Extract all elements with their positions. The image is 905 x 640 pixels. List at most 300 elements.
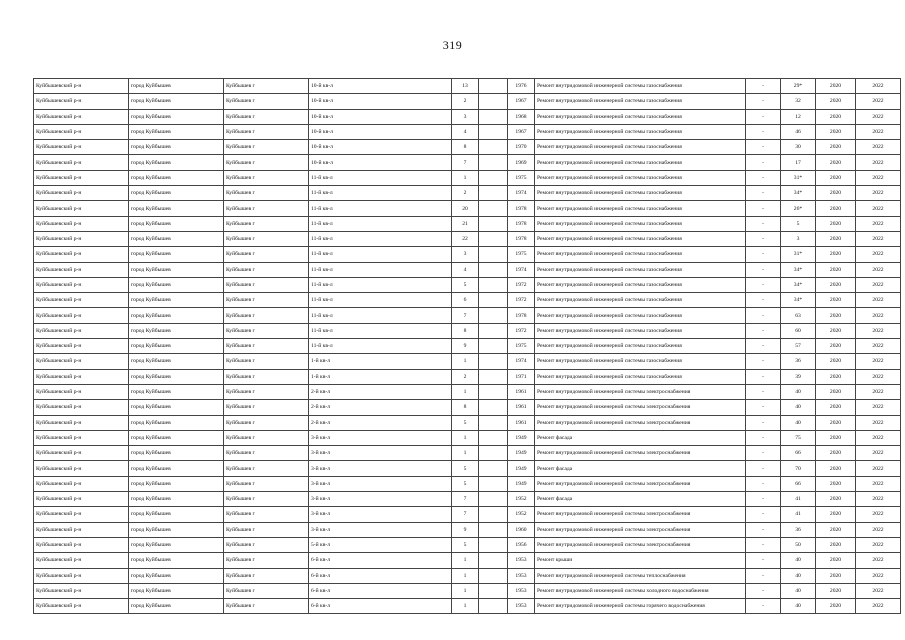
house-number-cell: 2 [452,94,479,109]
settlement-cell: город Куйбышев [129,155,224,170]
empty-cell [479,247,508,262]
build-year-cell: 1949 [508,446,535,461]
table-row [34,262,901,277]
settlement-cell: город Куйбышев [129,293,224,308]
district-cell: Куйбышевский р-н [34,461,129,476]
build-year-cell: 1949 [508,476,535,491]
wear-value-cell: 41 [781,507,816,522]
wear-value-cell: 26* [781,201,816,216]
town-cell: Куйбышев г [224,507,309,522]
settlement-cell: город Куйбышев [129,568,224,583]
district-cell: Куйбышевский р-н [34,231,129,246]
work-type-cell: Ремонт внутридомовой инженерной системы газоснабжения [535,216,746,231]
empty-cell [479,476,508,491]
district-cell: Куйбышевский р-н [34,599,129,614]
house-number-cell: 5 [452,537,479,552]
table-row [34,553,901,568]
empty-cell [479,553,508,568]
district-cell: Куйбышевский р-н [34,186,129,201]
end-year-cell: 2022 [856,461,901,476]
settlement-cell: город Куйбышев [129,384,224,399]
build-year-cell: 1974 [508,262,535,277]
work-type-cell: Ремонт внутридомовой инженерной системы электроснабжения [535,537,746,552]
town-cell: Куйбышев г [224,94,309,109]
build-year-cell: 1974 [508,186,535,201]
build-year-cell: 1971 [508,369,535,384]
district-cell: Куйбышевский р-н [34,522,129,537]
dash-cell: - [746,476,781,491]
street-cell: 11-й кв-л [309,308,452,323]
settlement-cell: город Куйбышев [129,354,224,369]
wear-value-cell: 12 [781,109,816,124]
street-cell: 3-й кв-л [309,492,452,507]
dash-cell: - [746,537,781,552]
build-year-cell: 1961 [508,415,535,430]
town-cell: Куйбышев г [224,277,309,292]
town-cell: Куйбышев г [224,308,309,323]
start-year-cell: 2020 [816,369,856,384]
build-year-cell: 1953 [508,599,535,614]
dash-cell: - [746,553,781,568]
house-number-cell: 5 [452,415,479,430]
work-type-cell: Ремонт внутридомовой инженерной системы газоснабжения [535,79,746,94]
street-cell: 6-й кв-л [309,568,452,583]
town-cell: Куйбышев г [224,537,309,552]
town-cell: Куйбышев г [224,476,309,491]
house-number-cell: 9 [452,522,479,537]
house-number-cell: 8 [452,323,479,338]
table-row [34,430,901,445]
settlement-cell: город Куйбышев [129,599,224,614]
start-year-cell: 2020 [816,492,856,507]
wear-value-cell: 34* [781,186,816,201]
work-type-cell: Ремонт внутридомовой инженерной системы газоснабжения [535,277,746,292]
settlement-cell: город Куйбышев [129,94,224,109]
table-row [34,124,901,139]
house-number-cell: 20 [452,201,479,216]
street-cell: 3-й кв-л [309,430,452,445]
empty-cell [479,293,508,308]
settlement-cell: город Куйбышев [129,476,224,491]
table-body [34,79,901,614]
dash-cell: - [746,507,781,522]
street-cell: 1-й кв-л [309,369,452,384]
settlement-cell: город Куйбышев [129,277,224,292]
house-number-cell: 7 [452,155,479,170]
settlement-cell: город Куйбышев [129,339,224,354]
dash-cell: - [746,354,781,369]
build-year-cell: 1975 [508,339,535,354]
town-cell: Куйбышев г [224,186,309,201]
end-year-cell: 2022 [856,599,901,614]
street-cell: 10-й кв-л [309,124,452,139]
build-year-cell: 1978 [508,231,535,246]
table-row [34,492,901,507]
end-year-cell: 2022 [856,476,901,491]
settlement-cell: город Куйбышев [129,323,224,338]
end-year-cell: 2022 [856,568,901,583]
empty-cell [479,124,508,139]
settlement-cell: город Куйбышев [129,170,224,185]
end-year-cell: 2022 [856,507,901,522]
table-row [34,231,901,246]
work-type-cell: Ремонт внутридомовой инженерной системы газоснабжения [535,293,746,308]
table-row [34,155,901,170]
start-year-cell: 2020 [816,507,856,522]
district-cell: Куйбышевский р-н [34,568,129,583]
wear-value-cell: 40 [781,415,816,430]
town-cell: Куйбышев г [224,384,309,399]
wear-value-cell: 66 [781,476,816,491]
district-cell: Куйбышевский р-н [34,216,129,231]
settlement-cell: город Куйбышев [129,216,224,231]
start-year-cell: 2020 [816,186,856,201]
work-type-cell: Ремонт внутридомовой инженерной системы электроснабжения [535,446,746,461]
street-cell: 11-й кв-л [309,231,452,246]
start-year-cell: 2020 [816,384,856,399]
table-row [34,537,901,552]
wear-value-cell: 40 [781,568,816,583]
street-cell: 11-й кв-л [309,216,452,231]
table-row [34,415,901,430]
settlement-cell: город Куйбышев [129,430,224,445]
empty-cell [479,537,508,552]
table-row [34,247,901,262]
house-number-cell: 1 [452,170,479,185]
dash-cell: - [746,583,781,598]
work-type-cell: Ремонт внутридомовой инженерной системы газоснабжения [535,369,746,384]
build-year-cell: 1953 [508,583,535,598]
table-row [34,201,901,216]
build-year-cell: 1956 [508,537,535,552]
table-row [34,109,901,124]
street-cell: 11-й кв-л [309,323,452,338]
work-type-cell: Ремонт внутридомовой инженерной системы электроснабжения [535,400,746,415]
build-year-cell: 1975 [508,247,535,262]
dash-cell: - [746,277,781,292]
start-year-cell: 2020 [816,124,856,139]
start-year-cell: 2020 [816,476,856,491]
build-year-cell: 1978 [508,201,535,216]
table-row [34,354,901,369]
wear-value-cell: 30 [781,140,816,155]
wear-value-cell: 29* [781,79,816,94]
wear-value-cell: 40 [781,583,816,598]
table-row [34,79,901,94]
town-cell: Куйбышев г [224,140,309,155]
end-year-cell: 2022 [856,446,901,461]
build-year-cell: 1953 [508,568,535,583]
build-year-cell: 1952 [508,507,535,522]
town-cell: Куйбышев г [224,109,309,124]
build-year-cell: 1952 [508,492,535,507]
district-cell: Куйбышевский р-н [34,492,129,507]
start-year-cell: 2020 [816,277,856,292]
street-cell: 3-й кв-л [309,461,452,476]
district-cell: Куйбышевский р-н [34,170,129,185]
end-year-cell: 2022 [856,231,901,246]
end-year-cell: 2022 [856,186,901,201]
street-cell: 1-й кв-л [309,354,452,369]
build-year-cell: 1972 [508,293,535,308]
street-cell: 10-й кв-л [309,109,452,124]
street-cell: 11-й кв-л [309,339,452,354]
end-year-cell: 2022 [856,170,901,185]
settlement-cell: город Куйбышев [129,507,224,522]
repair-schedule-table [33,78,901,614]
empty-cell [479,79,508,94]
district-cell: Куйбышевский р-н [34,79,129,94]
house-number-cell: 1 [452,384,479,399]
wear-value-cell: 36 [781,354,816,369]
district-cell: Куйбышевский р-н [34,201,129,216]
district-cell: Куйбышевский р-н [34,369,129,384]
street-cell: 3-й кв-л [309,476,452,491]
dash-cell: - [746,461,781,476]
empty-cell [479,262,508,277]
settlement-cell: город Куйбышев [129,492,224,507]
dash-cell: - [746,415,781,430]
house-number-cell: 2 [452,369,479,384]
build-year-cell: 1978 [508,308,535,323]
dash-cell: - [746,384,781,399]
district-cell: Куйбышевский р-н [34,400,129,415]
street-cell: 10-й кв-л [309,140,452,155]
house-number-cell: 7 [452,308,479,323]
town-cell: Куйбышев г [224,170,309,185]
wear-value-cell: 17 [781,155,816,170]
start-year-cell: 2020 [816,583,856,598]
town-cell: Куйбышев г [224,492,309,507]
empty-cell [479,446,508,461]
town-cell: Куйбышев г [224,400,309,415]
end-year-cell: 2022 [856,94,901,109]
district-cell: Куйбышевский р-н [34,247,129,262]
settlement-cell: город Куйбышев [129,247,224,262]
work-type-cell: Ремонт внутридомовой инженерной системы газоснабжения [535,308,746,323]
end-year-cell: 2022 [856,323,901,338]
build-year-cell: 1968 [508,109,535,124]
house-number-cell: 4 [452,262,479,277]
settlement-cell: город Куйбышев [129,400,224,415]
end-year-cell: 2022 [856,124,901,139]
end-year-cell: 2022 [856,430,901,445]
empty-cell [479,170,508,185]
start-year-cell: 2020 [816,247,856,262]
street-cell: 6-й кв-л [309,553,452,568]
work-type-cell: Ремонт внутридомовой инженерной системы газоснабжения [535,201,746,216]
empty-cell [479,461,508,476]
district-cell: Куйбышевский р-н [34,553,129,568]
empty-cell [479,216,508,231]
street-cell: 2-й кв-л [309,384,452,399]
work-type-cell: Ремонт внутридомовой инженерной системы газоснабжения [535,109,746,124]
settlement-cell: город Куйбышев [129,415,224,430]
table-row [34,446,901,461]
build-year-cell: 1975 [508,170,535,185]
dash-cell: - [746,339,781,354]
street-cell: 10-й кв-л [309,155,452,170]
district-cell: Куйбышевский р-н [34,124,129,139]
build-year-cell: 1970 [508,140,535,155]
empty-cell [479,186,508,201]
town-cell: Куйбышев г [224,201,309,216]
empty-cell [479,583,508,598]
settlement-cell: город Куйбышев [129,79,224,94]
table-row [34,461,901,476]
empty-cell [479,231,508,246]
table-row [34,369,901,384]
wear-value-cell: 5 [781,216,816,231]
work-type-cell: Ремонт внутридомовой инженерной системы газоснабжения [535,155,746,170]
end-year-cell: 2022 [856,522,901,537]
end-year-cell: 2022 [856,369,901,384]
wear-value-cell: 40 [781,400,816,415]
house-number-cell: 2 [452,186,479,201]
district-cell: Куйбышевский р-н [34,155,129,170]
street-cell: 11-й кв-л [309,186,452,201]
settlement-cell: город Куйбышев [129,109,224,124]
table-row [34,186,901,201]
town-cell: Куйбышев г [224,79,309,94]
work-type-cell: Ремонт фасада [535,430,746,445]
table-row [34,94,901,109]
town-cell: Куйбышев г [224,155,309,170]
town-cell: Куйбышев г [224,293,309,308]
end-year-cell: 2022 [856,216,901,231]
work-type-cell: Ремонт внутридомовой инженерной системы газоснабжения [535,354,746,369]
empty-cell [479,400,508,415]
end-year-cell: 2022 [856,140,901,155]
wear-value-cell: 40 [781,384,816,399]
work-type-cell: Ремонт внутридомовой инженерной системы газоснабжения [535,247,746,262]
empty-cell [479,568,508,583]
table-row [34,277,901,292]
start-year-cell: 2020 [816,599,856,614]
district-cell: Куйбышевский р-н [34,262,129,277]
wear-value-cell: 3 [781,231,816,246]
build-year-cell: 1976 [508,79,535,94]
wear-value-cell: 63 [781,308,816,323]
table-row [34,323,901,338]
start-year-cell: 2020 [816,446,856,461]
table-row [34,522,901,537]
town-cell: Куйбышев г [224,231,309,246]
dash-cell: - [746,308,781,323]
district-cell: Куйбышевский р-н [34,140,129,155]
district-cell: Куйбышевский р-н [34,293,129,308]
empty-cell [479,339,508,354]
build-year-cell: 1961 [508,384,535,399]
dash-cell: - [746,522,781,537]
empty-cell [479,140,508,155]
start-year-cell: 2020 [816,323,856,338]
end-year-cell: 2022 [856,109,901,124]
dash-cell: - [746,568,781,583]
settlement-cell: город Куйбышев [129,553,224,568]
dash-cell: - [746,430,781,445]
dash-cell: - [746,186,781,201]
wear-value-cell: 31* [781,170,816,185]
street-cell: 10-й кв-л [309,79,452,94]
house-number-cell: 8 [452,140,479,155]
settlement-cell: город Куйбышев [129,522,224,537]
work-type-cell: Ремонт внутридомовой инженерной системы газоснабжения [535,94,746,109]
dash-cell: - [746,216,781,231]
town-cell: Куйбышев г [224,599,309,614]
work-type-cell: Ремонт внутридомовой инженерной системы газоснабжения [535,170,746,185]
build-year-cell: 1949 [508,461,535,476]
district-cell: Куйбышевский р-н [34,384,129,399]
wear-value-cell: 75 [781,430,816,445]
start-year-cell: 2020 [816,430,856,445]
start-year-cell: 2020 [816,109,856,124]
dash-cell: - [746,79,781,94]
start-year-cell: 2020 [816,308,856,323]
start-year-cell: 2020 [816,201,856,216]
dash-cell: - [746,247,781,262]
settlement-cell: город Куйбышев [129,201,224,216]
district-cell: Куйбышевский р-н [34,476,129,491]
build-year-cell: 1961 [508,400,535,415]
end-year-cell: 2022 [856,308,901,323]
house-number-cell: 1 [452,430,479,445]
empty-cell [479,369,508,384]
dash-cell: - [746,369,781,384]
start-year-cell: 2020 [816,553,856,568]
start-year-cell: 2020 [816,461,856,476]
start-year-cell: 2020 [816,262,856,277]
settlement-cell: город Куйбышев [129,124,224,139]
street-cell: 11-й кв-л [309,201,452,216]
district-cell: Куйбышевский р-н [34,354,129,369]
end-year-cell: 2022 [856,537,901,552]
start-year-cell: 2020 [816,522,856,537]
empty-cell [479,109,508,124]
settlement-cell: город Куйбышев [129,446,224,461]
wear-value-cell: 36 [781,522,816,537]
end-year-cell: 2022 [856,415,901,430]
dash-cell: - [746,170,781,185]
wear-value-cell: 50 [781,537,816,552]
table-row [34,339,901,354]
end-year-cell: 2022 [856,583,901,598]
town-cell: Куйбышев г [224,354,309,369]
house-number-cell: 5 [452,277,479,292]
dash-cell: - [746,262,781,277]
wear-value-cell: 66 [781,446,816,461]
end-year-cell: 2022 [856,492,901,507]
house-number-cell: 3 [452,109,479,124]
house-number-cell: 7 [452,492,479,507]
empty-cell [479,507,508,522]
district-cell: Куйбышевский р-н [34,109,129,124]
work-type-cell: Ремонт внутридомовой инженерной системы газоснабжения [535,231,746,246]
work-type-cell: Ремонт внутридомовой инженерной системы газоснабжения [535,186,746,201]
town-cell: Куйбышев г [224,415,309,430]
table-row [34,216,901,231]
table-row [34,170,901,185]
end-year-cell: 2022 [856,293,901,308]
settlement-cell: город Куйбышев [129,583,224,598]
build-year-cell: 1960 [508,522,535,537]
work-type-cell: Ремонт внутридомовой инженерной системы газоснабжения [535,124,746,139]
settlement-cell: город Куйбышев [129,186,224,201]
town-cell: Куйбышев г [224,583,309,598]
work-type-cell: Ремонт внутридомовой инженерной системы электроснабжения [535,507,746,522]
start-year-cell: 2020 [816,537,856,552]
work-type-cell: Ремонт внутридомовой инженерной системы горячего водоснабжения [535,599,746,614]
